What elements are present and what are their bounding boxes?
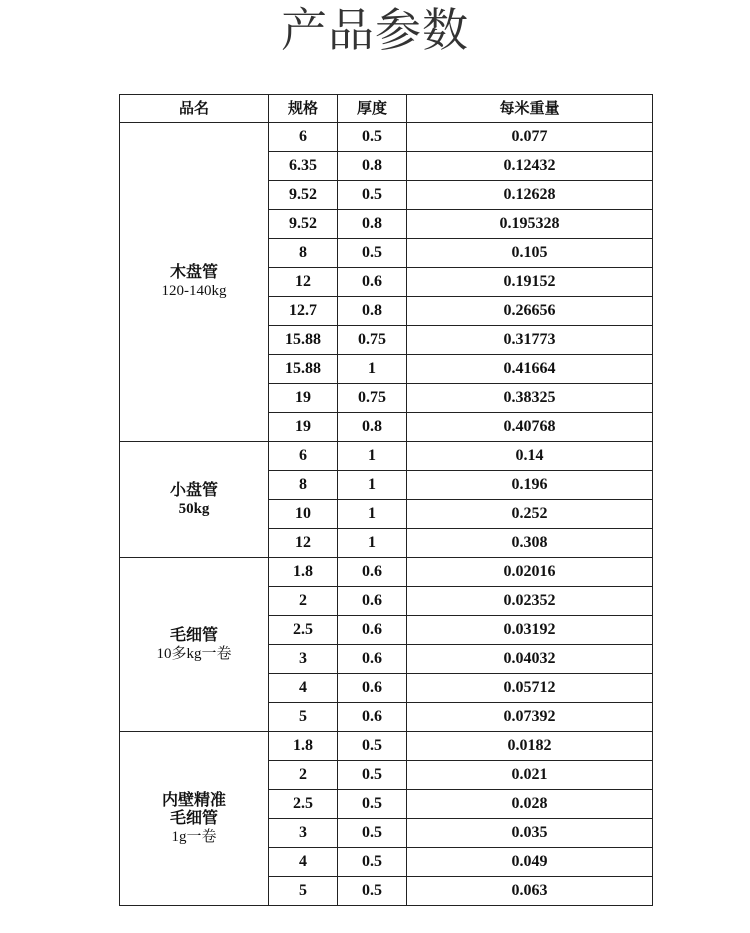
weight-cell: 0.195328 — [407, 210, 653, 239]
spec-cell: 19 — [269, 413, 338, 442]
table-row — [120, 442, 653, 471]
thickness-cell: 1 — [338, 442, 407, 471]
thickness-cell: 0.6 — [338, 703, 407, 732]
spec-cell: 3 — [269, 645, 338, 674]
product-package-note: 120-140kg — [161, 283, 227, 299]
product-name-cell — [120, 123, 269, 442]
weight-cell: 0.0182 — [407, 732, 653, 761]
weight-cell: 0.196 — [407, 471, 653, 500]
weight-cell: 0.308 — [407, 529, 653, 558]
product-package-note: 1g一卷 — [171, 828, 217, 845]
table-body — [120, 123, 653, 906]
spec-cell: 2 — [269, 761, 338, 790]
thickness-cell: 0.6 — [338, 558, 407, 587]
thickness-cell: 0.8 — [338, 297, 407, 326]
product-name-cell — [120, 732, 269, 906]
thickness-cell: 0.5 — [338, 848, 407, 877]
spec-cell: 1.8 — [269, 558, 338, 587]
table-row — [120, 732, 653, 761]
spec-cell: 12.7 — [269, 297, 338, 326]
thickness-cell: 0.6 — [338, 674, 407, 703]
weight-cell: 0.035 — [407, 819, 653, 848]
weight-cell: 0.12432 — [407, 152, 653, 181]
product-name: 小盘管 — [169, 481, 218, 499]
weight-cell: 0.021 — [407, 761, 653, 790]
thickness-cell: 0.75 — [338, 326, 407, 355]
spec-cell: 15.88 — [269, 355, 338, 384]
thickness-cell: 0.5 — [338, 123, 407, 152]
thickness-cell: 0.5 — [338, 790, 407, 819]
thickness-cell: 0.5 — [338, 819, 407, 848]
product-name: 毛细管 — [169, 626, 218, 644]
weight-cell: 0.077 — [407, 123, 653, 152]
spec-cell: 8 — [269, 471, 338, 500]
weight-cell: 0.03192 — [407, 616, 653, 645]
weight-cell: 0.049 — [407, 848, 653, 877]
weight-cell: 0.028 — [407, 790, 653, 819]
spec-cell: 9.52 — [269, 181, 338, 210]
product-name: 毛细管 — [169, 809, 218, 827]
thickness-cell: 0.6 — [338, 268, 407, 297]
thickness-cell: 0.5 — [338, 877, 407, 906]
spec-cell: 8 — [269, 239, 338, 268]
thickness-cell: 0.5 — [338, 732, 407, 761]
spec-cell: 1.8 — [269, 732, 338, 761]
thickness-cell: 0.6 — [338, 645, 407, 674]
weight-cell: 0.41664 — [407, 355, 653, 384]
thickness-cell: 0.5 — [338, 181, 407, 210]
thickness-cell: 1 — [338, 355, 407, 384]
page-title: 产品参数 — [281, 3, 469, 57]
weight-cell: 0.26656 — [407, 297, 653, 326]
thickness-cell: 0.75 — [338, 384, 407, 413]
table-row — [120, 558, 653, 587]
weight-cell: 0.063 — [407, 877, 653, 906]
thickness-cell: 0.5 — [338, 761, 407, 790]
spec-cell: 6 — [269, 442, 338, 471]
thickness-cell: 0.6 — [338, 616, 407, 645]
header-thickness: 厚度 — [338, 95, 407, 123]
table-row — [120, 123, 653, 152]
product-name: 木盘管 — [169, 264, 218, 281]
thickness-cell: 1 — [338, 500, 407, 529]
spec-cell: 12 — [269, 529, 338, 558]
header-spec: 规格 — [269, 95, 338, 123]
spec-cell: 4 — [269, 674, 338, 703]
thickness-cell: 0.8 — [338, 413, 407, 442]
spec-cell: 15.88 — [269, 326, 338, 355]
weight-cell: 0.12628 — [407, 181, 653, 210]
product-name-cell — [120, 442, 269, 558]
spec-cell: 9.52 — [269, 210, 338, 239]
product-parameters-table — [119, 94, 653, 906]
spec-cell: 2.5 — [269, 790, 338, 819]
thickness-cell: 0.8 — [338, 210, 407, 239]
thickness-cell: 1 — [338, 471, 407, 500]
spec-cell: 2.5 — [269, 616, 338, 645]
weight-cell: 0.07392 — [407, 703, 653, 732]
weight-cell: 0.252 — [407, 500, 653, 529]
weight-cell: 0.14 — [407, 442, 653, 471]
header-product-name: 品名 — [120, 95, 269, 123]
weight-cell: 0.38325 — [407, 384, 653, 413]
product-name-cell — [120, 558, 269, 732]
weight-cell: 0.02352 — [407, 587, 653, 616]
spec-cell: 12 — [269, 268, 338, 297]
weight-cell: 0.05712 — [407, 674, 653, 703]
weight-cell: 0.40768 — [407, 413, 653, 442]
table-header-row — [120, 95, 653, 123]
spec-cell: 5 — [269, 703, 338, 732]
spec-cell: 4 — [269, 848, 338, 877]
product-name: 内壁精准 — [161, 791, 226, 809]
thickness-cell: 0.6 — [338, 587, 407, 616]
weight-cell: 0.04032 — [407, 645, 653, 674]
spec-cell: 3 — [269, 819, 338, 848]
spec-cell: 2 — [269, 587, 338, 616]
spec-cell: 5 — [269, 877, 338, 906]
spec-cell: 6 — [269, 123, 338, 152]
weight-cell: 0.31773 — [407, 326, 653, 355]
thickness-cell: 0.8 — [338, 152, 407, 181]
product-package-note: 50kg — [178, 500, 210, 517]
thickness-cell: 1 — [338, 529, 407, 558]
product-package-note: 10多kg一卷 — [156, 645, 232, 662]
weight-cell: 0.105 — [407, 239, 653, 268]
weight-cell: 0.19152 — [407, 268, 653, 297]
spec-cell: 19 — [269, 384, 338, 413]
spec-cell: 10 — [269, 500, 338, 529]
spec-cell: 6.35 — [269, 152, 338, 181]
header-weight-per-meter: 每米重量 — [407, 95, 653, 123]
weight-cell: 0.02016 — [407, 558, 653, 587]
thickness-cell: 0.5 — [338, 239, 407, 268]
